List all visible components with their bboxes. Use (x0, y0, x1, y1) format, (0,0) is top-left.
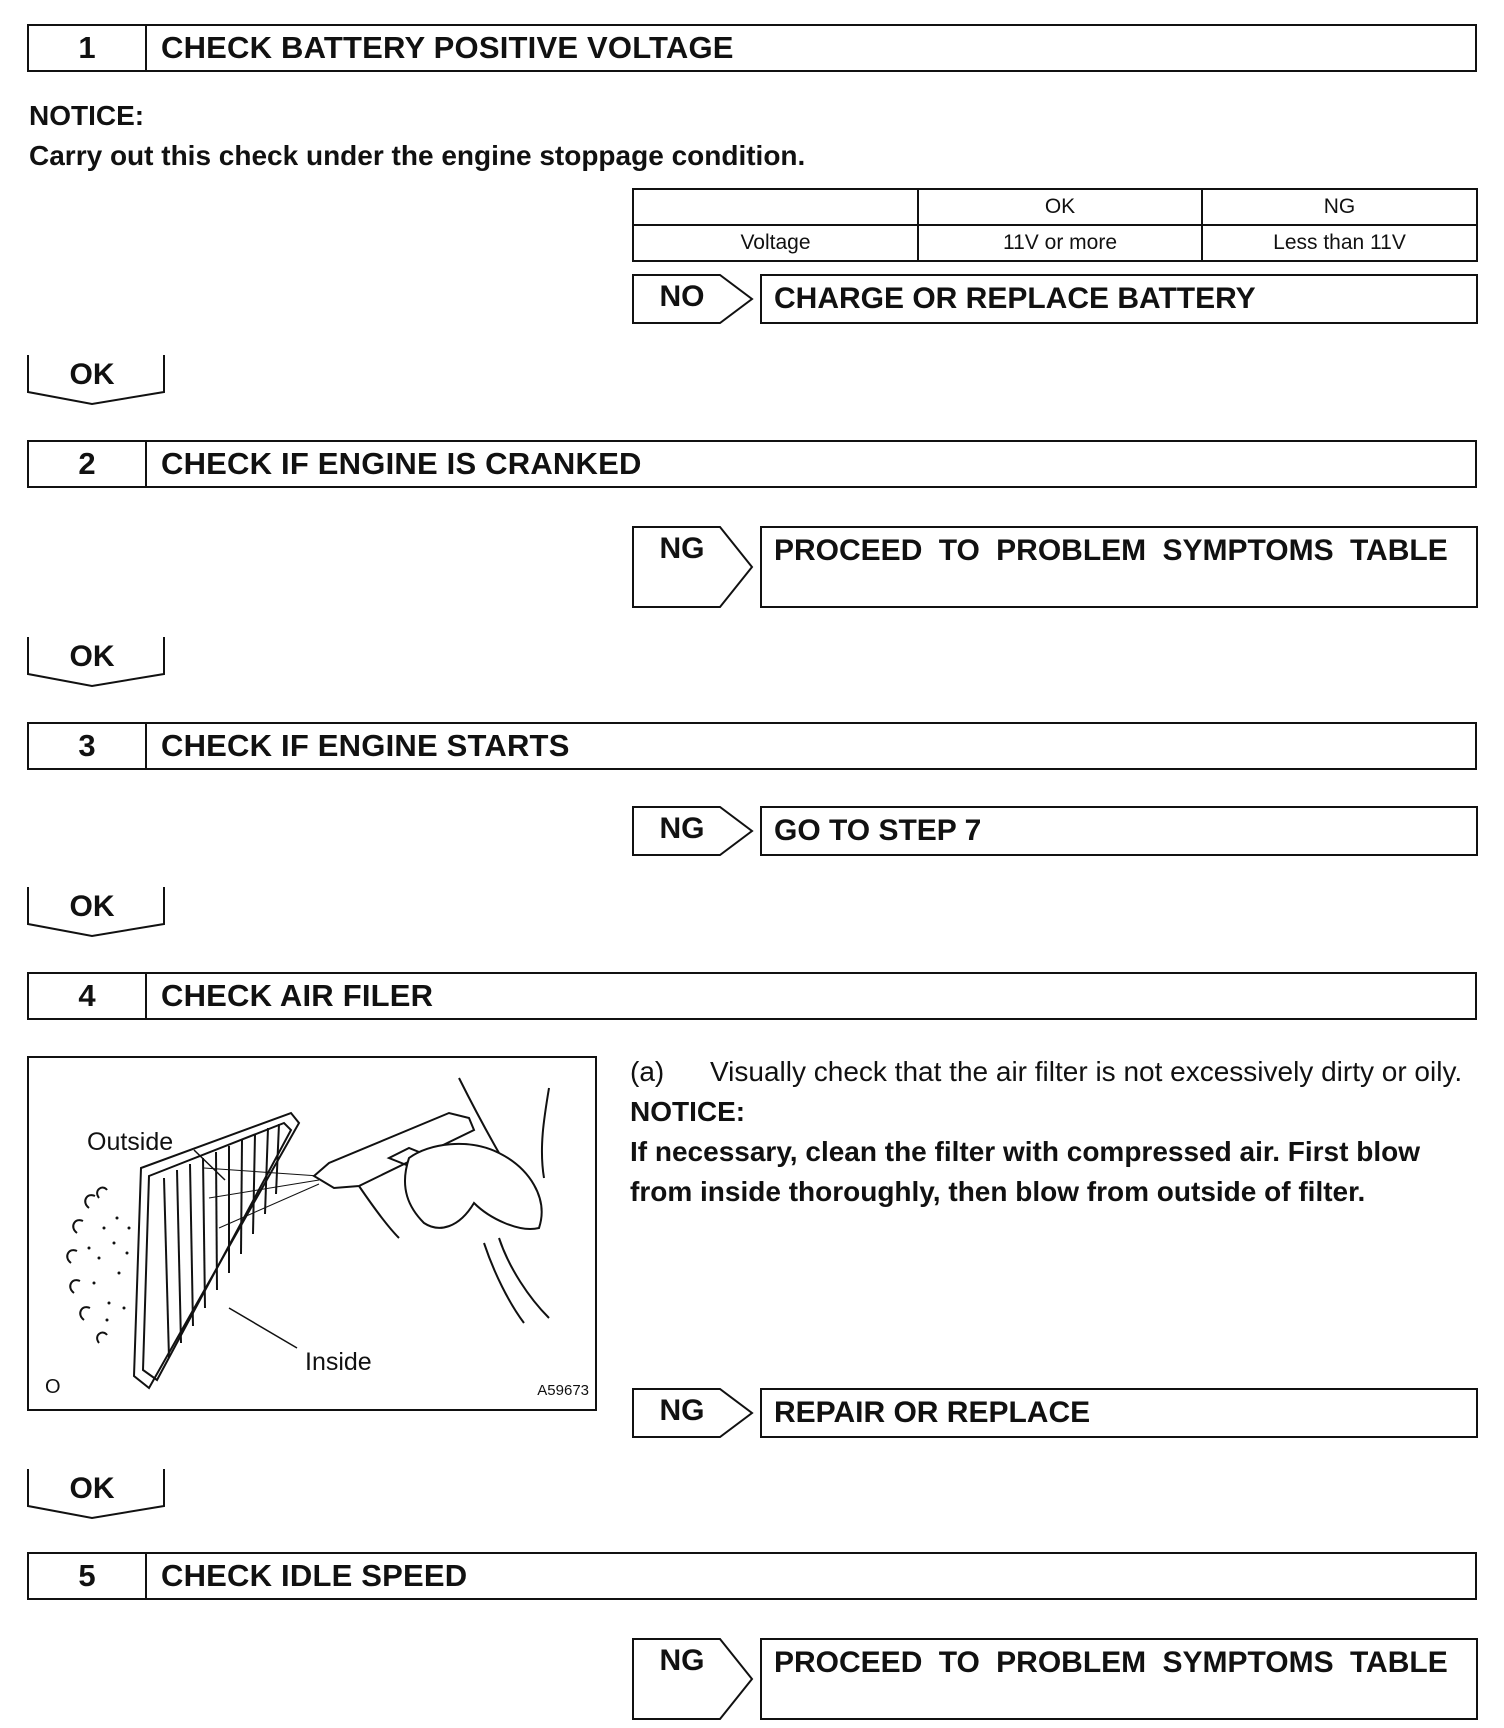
ok-tag (27, 886, 167, 938)
step-title: CHECK IDLE SPEED (161, 1558, 468, 1593)
step-3-header (27, 722, 1477, 770)
result-label: NG (659, 812, 705, 845)
step-number: 1 (29, 26, 147, 70)
ok-label: OK (69, 640, 115, 673)
figure-corner-mark: O (45, 1376, 61, 1398)
item-marker: (a) (630, 1056, 665, 1087)
ok-tag (27, 636, 167, 688)
air-filter-figure (27, 1056, 597, 1411)
step-number: 3 (29, 724, 147, 768)
table-cell: OK (918, 189, 1202, 225)
ok-label: OK (69, 358, 115, 391)
table-cell (633, 189, 918, 225)
step-number: 2 (29, 442, 147, 486)
step-3-result (632, 806, 1478, 856)
figure-code: A59673 (537, 1382, 589, 1399)
instruction-item (630, 1052, 1482, 1092)
result-action: CHARGE OR REPLACE BATTERY (760, 274, 1478, 324)
result-action: PROCEED TO PROBLEM SYMPTOMS TABLE (760, 526, 1478, 608)
step-4-header (27, 972, 1477, 1020)
step-5-header (27, 1552, 1477, 1600)
step-2-result (632, 526, 1478, 608)
result-action: PROCEED TO PROBLEM SYMPTOMS TABLE (760, 1638, 1478, 1720)
table-row (633, 225, 1477, 261)
ok-tag (27, 1468, 167, 1520)
notice-text: Carry out this check under the engine stoppage condition. (29, 140, 806, 171)
notice-title: NOTICE: (630, 1096, 746, 1127)
result-action: GO TO STEP 7 (760, 806, 1478, 856)
ok-label: OK (69, 890, 115, 923)
label-inside: Inside (305, 1348, 372, 1376)
step-number: 5 (29, 1554, 147, 1598)
result-label: NO (659, 280, 705, 313)
step-5-result (632, 1638, 1478, 1720)
table-cell: Less than 11V (1202, 225, 1477, 261)
table-cell: Voltage (633, 225, 918, 261)
step-title: CHECK BATTERY POSITIVE VOLTAGE (161, 30, 734, 65)
step-1-header (27, 24, 1477, 72)
step-number: 4 (29, 974, 147, 1018)
ok-label: OK (69, 1472, 115, 1505)
step-title: CHECK IF ENGINE STARTS (161, 728, 570, 763)
step-2-header (27, 440, 1477, 488)
notice-title: NOTICE: (29, 100, 145, 131)
step-title: CHECK AIR FILER (161, 978, 434, 1013)
table-cell: 11V or more (918, 225, 1202, 261)
result-label: NG (659, 532, 705, 565)
result-label: NG (659, 1644, 705, 1677)
item-text: Visually check that the air filter is not excessively dirty or oily. (710, 1056, 1463, 1087)
table-cell: NG (1202, 189, 1477, 225)
label-outside: Outside (87, 1128, 174, 1156)
ok-tag (27, 354, 167, 406)
result-label: NG (659, 1394, 705, 1427)
table-header-row (633, 189, 1477, 225)
step-4-instructions (630, 1052, 1482, 1212)
notice-text: If necessary, clean the filter with compressed air. First blow from inside thoroughly, then blow from outside of filter. (630, 1136, 1420, 1207)
voltage-spec-table (632, 188, 1478, 262)
step-title: CHECK IF ENGINE IS CRANKED (161, 446, 642, 481)
step-4-result (632, 1388, 1478, 1438)
step-1-result (632, 274, 1478, 324)
result-action: REPAIR OR REPLACE (760, 1388, 1478, 1438)
